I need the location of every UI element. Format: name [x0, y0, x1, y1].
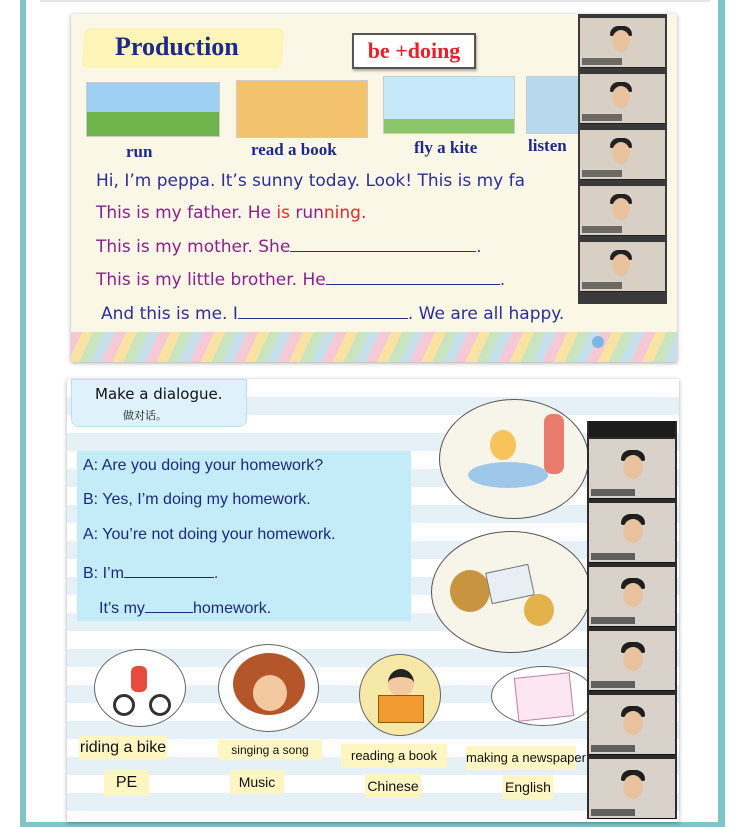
- wheel-icon: [113, 694, 135, 716]
- top-divider: [40, 0, 710, 2]
- head-shape: [388, 669, 414, 697]
- paper-shape: [514, 672, 574, 722]
- subject-label-pe: PE: [104, 770, 149, 796]
- face: [623, 775, 643, 799]
- blank-subject[interactable]: [145, 597, 193, 613]
- participant-video[interactable]: [589, 695, 675, 755]
- line2-is: is: [276, 203, 290, 223]
- grammar-badge: be +doing: [352, 33, 476, 69]
- bear-scene-image: [431, 531, 591, 653]
- name-caption: [582, 114, 622, 121]
- blank-brother[interactable]: [326, 269, 500, 285]
- face: [612, 142, 630, 164]
- line3-text: This is my mother. She: [96, 237, 291, 257]
- child-figure: [490, 430, 516, 460]
- bear-figure: [450, 570, 490, 612]
- face: [623, 583, 643, 607]
- line5-pre: And this is me. I: [101, 304, 238, 324]
- slide-dot-icon: [592, 336, 604, 348]
- table-shape: [468, 462, 548, 488]
- face: [623, 711, 643, 735]
- name-caption: [582, 170, 622, 177]
- dialogue-line-b2: B: I’m .: [83, 562, 218, 583]
- book-shape: [378, 695, 424, 723]
- dialogue-slide: [67, 379, 679, 822]
- activity-label-bike: riding a bike: [79, 736, 167, 760]
- mother-figure: [544, 414, 564, 474]
- dialogue-line-b3: [99, 597, 271, 618]
- face: [623, 455, 643, 479]
- story-line-5: [101, 303, 564, 324]
- subject-label-music: Music: [230, 770, 284, 794]
- crayon-decoration: [71, 332, 677, 362]
- participant-video[interactable]: [589, 567, 675, 627]
- homework-scene-image: [439, 399, 589, 519]
- line4-text: This is my little brother. He: [96, 270, 326, 290]
- name-caption: [591, 745, 635, 752]
- story-line-4: This is my little brother. He .: [96, 270, 506, 290]
- blank-mother[interactable]: [290, 236, 476, 252]
- instruction-subtitle: 做对话。: [123, 409, 167, 422]
- word-listen: listen: [528, 136, 567, 155]
- word-run: run: [126, 142, 153, 161]
- participant-video[interactable]: [589, 439, 675, 499]
- face: [623, 647, 643, 671]
- blank-activity[interactable]: [124, 562, 214, 578]
- bus-picture: [86, 82, 220, 137]
- dialogue-line-a1: A: Are you doing your homework?: [83, 457, 324, 474]
- frame-left-border: [20, 0, 26, 827]
- instruction-title: Make a dialogue.: [95, 385, 223, 403]
- participant-video[interactable]: [589, 503, 675, 563]
- video-participants-panel: [578, 14, 667, 304]
- listen-picture: [526, 76, 586, 134]
- activity-label-song: singing a song: [218, 740, 322, 760]
- video-participants-panel: [587, 421, 677, 819]
- production-slide: [71, 14, 677, 362]
- story-line-3: This is my mother. She .: [96, 237, 482, 257]
- participant-video[interactable]: [580, 18, 665, 68]
- name-caption: [582, 58, 622, 65]
- name-caption: [591, 617, 635, 624]
- subject-label-chinese: Chinese: [365, 774, 421, 798]
- panel-header: [589, 421, 675, 437]
- participant-video[interactable]: [589, 759, 675, 819]
- slide-title: Production: [115, 32, 239, 61]
- line2-mid: run: [289, 203, 324, 223]
- name-caption: [591, 553, 635, 560]
- line2-ning: ning: [323, 203, 361, 223]
- word-fly-a-kite: fly a kite: [414, 138, 478, 157]
- dialogue-line-a2: A: You’re not doing your homework.: [83, 526, 336, 543]
- line5-post: . We are all happy.: [407, 304, 565, 324]
- b3-post: homework.: [192, 600, 272, 617]
- bike-image: [94, 649, 186, 727]
- b2-text: B: I’m: [83, 565, 124, 582]
- face: [612, 198, 630, 220]
- face: [623, 519, 643, 543]
- cub-figure: [524, 594, 554, 626]
- singer-image: [218, 644, 319, 732]
- participant-video[interactable]: [589, 631, 675, 691]
- name-caption: [582, 282, 622, 289]
- b3-pre: It’s my: [99, 600, 145, 617]
- reader-image: [359, 654, 441, 736]
- newspaper-image: [491, 666, 595, 726]
- name-caption: [582, 226, 622, 233]
- activity-label-newspaper: making a newspaper: [466, 746, 576, 770]
- wheel-icon: [149, 694, 171, 716]
- face: [612, 254, 630, 276]
- word-read-a-book: read a book: [251, 140, 337, 159]
- name-caption: [591, 489, 635, 496]
- face: [612, 30, 630, 52]
- frame-right-border: [718, 0, 725, 827]
- participant-video[interactable]: [580, 186, 665, 236]
- frame-bottom-border: [20, 822, 725, 827]
- subject-label-english: English: [503, 775, 553, 799]
- face: [612, 86, 630, 108]
- blank-me[interactable]: [238, 303, 408, 319]
- line2-pre: This is my father. He: [96, 203, 277, 223]
- rider-figure: [131, 666, 147, 692]
- face-shape: [253, 675, 287, 711]
- activity-label-book: reading a book: [341, 744, 447, 768]
- dialogue-line-b1: B: Yes, I’m doing my homework.: [83, 491, 311, 508]
- reading-picture: [236, 80, 368, 138]
- participant-video[interactable]: [580, 74, 665, 124]
- story-line-2: [96, 203, 366, 223]
- kite-picture: [383, 76, 515, 134]
- line2-end: .: [360, 203, 367, 223]
- participant-video[interactable]: [580, 242, 665, 292]
- story-line-1: Hi, I’m peppa. It’s sunny today. Look! This is my fa: [96, 171, 526, 191]
- name-caption: [591, 681, 635, 688]
- name-caption: [591, 809, 635, 816]
- participant-video[interactable]: [580, 130, 665, 180]
